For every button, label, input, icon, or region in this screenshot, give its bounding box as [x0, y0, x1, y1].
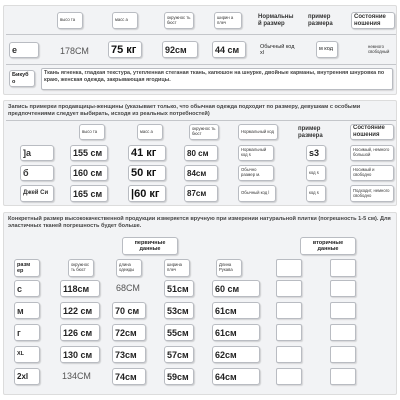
- row-wearing: Носимый, немного большой: [350, 145, 394, 161]
- size-label: с: [14, 280, 40, 297]
- model-height: 178СМ: [60, 46, 89, 56]
- row-weight: 41 кг: [128, 145, 166, 161]
- size-shoulder: 59см: [164, 368, 194, 385]
- header-height: высо та: [57, 12, 83, 29]
- fitting-note: Запись примерки продавщицы-женщины (указывает только, что обычная одежда подходит по размеру, девушкам с особыми предпочтениями следует выбирать, исходя из реальных потребностей): [8, 104, 361, 117]
- row-weight: |60 кг: [128, 185, 166, 202]
- header-sample-size: пример размера: [298, 126, 323, 139]
- empty-cell: [276, 346, 302, 363]
- row-normal: Обычно размер м.: [238, 165, 274, 181]
- model-shoulder: 44 см: [212, 41, 246, 58]
- model-bust: 92см: [162, 41, 198, 58]
- empty-cell: [330, 302, 356, 319]
- row-bust: 87см: [184, 185, 218, 202]
- header-wearing: Состояние ношения: [351, 12, 395, 29]
- header-normal-code: Нормальный код: [238, 124, 278, 140]
- divider: [6, 120, 396, 121]
- row-sample: s3: [306, 145, 326, 161]
- size-sleeve: 62см: [212, 346, 260, 363]
- row-sample: код s: [306, 165, 326, 181]
- header-length: длина одежды: [116, 259, 142, 277]
- size-bust: 122 см: [60, 302, 100, 319]
- row-bust: 84см: [184, 165, 218, 181]
- header-shoulder: ширина плеч: [164, 259, 190, 277]
- header-bust: окружнос ть бюст: [164, 12, 194, 29]
- header-size: разм ер: [14, 259, 40, 277]
- row-height: 160 см: [70, 165, 108, 181]
- empty-cell: [330, 346, 356, 363]
- empty-cell: [276, 280, 302, 297]
- empty-cell: [330, 280, 356, 297]
- model-wearing: немного свободный: [368, 44, 390, 54]
- size-label: г: [14, 324, 40, 341]
- size-shoulder: 53см: [164, 302, 194, 319]
- empty-cell: [330, 324, 356, 341]
- section-saleswoman-fitting: [3, 100, 397, 206]
- header-weight: масс а: [112, 12, 138, 29]
- empty-cell: [276, 302, 302, 319]
- row-label: ]а: [20, 145, 54, 161]
- row-normal: Обычный код l: [238, 185, 276, 202]
- row-wearing: Подходит, немного свободно: [350, 185, 394, 202]
- header-shoulder: ширин а плеч: [214, 12, 242, 29]
- group-header-secondary: вторичные данные: [300, 237, 356, 255]
- model-normal-size: Обычный код xl: [260, 44, 295, 57]
- size-bust: 118см: [60, 280, 100, 297]
- section-model-measurements: [3, 5, 397, 95]
- header-sleeve: Длина Рукава: [216, 259, 242, 277]
- divider: [6, 64, 396, 65]
- size-shoulder: 57см: [164, 346, 194, 363]
- divider: [6, 34, 396, 35]
- model-weight: 75 кг: [108, 41, 142, 58]
- header-normal-size: Нормальны й размер: [258, 13, 294, 27]
- header-bust: окружнос ть бюст: [189, 124, 219, 140]
- header-height: высо та: [79, 124, 105, 140]
- row-weight: 50 кг: [128, 165, 166, 181]
- row-sample: код s: [306, 185, 326, 202]
- size-label: 2xl: [14, 368, 40, 385]
- size-sleeve: 64см: [212, 368, 260, 385]
- size-sleeve: 60 см: [212, 280, 260, 297]
- size-length: 70 см: [112, 302, 146, 319]
- row-label: б: [20, 165, 54, 181]
- size-shoulder: 51см: [164, 280, 194, 297]
- fabric-description: Ткань ягненка, гладкая текстура, утепленная стеганая ткань, капюшон на шнурке, двойные карманы, внутренняя шнуровка по краю, женская одежда, закрывающая ягодицы.: [44, 70, 385, 83]
- size-bust: 130 см: [60, 346, 100, 363]
- size-sleeve: 61см: [212, 302, 260, 319]
- fabric-label: Бикуб о: [9, 70, 35, 87]
- size-label: XL: [14, 346, 40, 363]
- row-height: 155 см: [70, 145, 108, 161]
- empty-cell: [276, 324, 302, 341]
- empty-cell: [330, 368, 356, 385]
- size-length: 68СМ: [116, 283, 140, 293]
- row-label: Джей Си: [20, 185, 54, 202]
- header-wearing: Состояние ношения: [350, 124, 394, 140]
- row-height: 165 см: [70, 185, 108, 202]
- row-bust: 80 см: [184, 145, 218, 161]
- size-shoulder: 55см: [164, 324, 194, 341]
- header-sample-size: пример размера: [308, 13, 333, 27]
- size-chart-note: Конкретный размер высококачественной продукции измеряется вручную при измерении натуральной плитки (погрешность 1-5 см). Для эластичных тканей погрешность будет больше.: [8, 216, 391, 229]
- size-label: м: [14, 302, 40, 319]
- size-bust: 126 см: [60, 324, 100, 341]
- size-length: 74см: [112, 368, 146, 385]
- empty-cell: [276, 368, 302, 385]
- header-weight: масс а: [137, 124, 163, 140]
- size-length: 72см: [112, 324, 146, 341]
- row-wearing: Носимый и свободно: [350, 165, 394, 181]
- empty-cell: [276, 259, 302, 277]
- empty-cell: [330, 259, 356, 277]
- size-length: 73см: [112, 346, 146, 363]
- size-bust: 134СМ: [62, 371, 91, 381]
- row-normal: Нормальный код s: [238, 145, 274, 161]
- header-bust: окружнос ть бюст: [68, 259, 94, 277]
- group-header-primary: первичные данные: [122, 237, 178, 255]
- size-sleeve: 61см: [212, 324, 260, 341]
- model-sample-size: м код: [316, 41, 338, 58]
- section-size-chart: [3, 212, 397, 395]
- row-label: e: [9, 42, 39, 58]
